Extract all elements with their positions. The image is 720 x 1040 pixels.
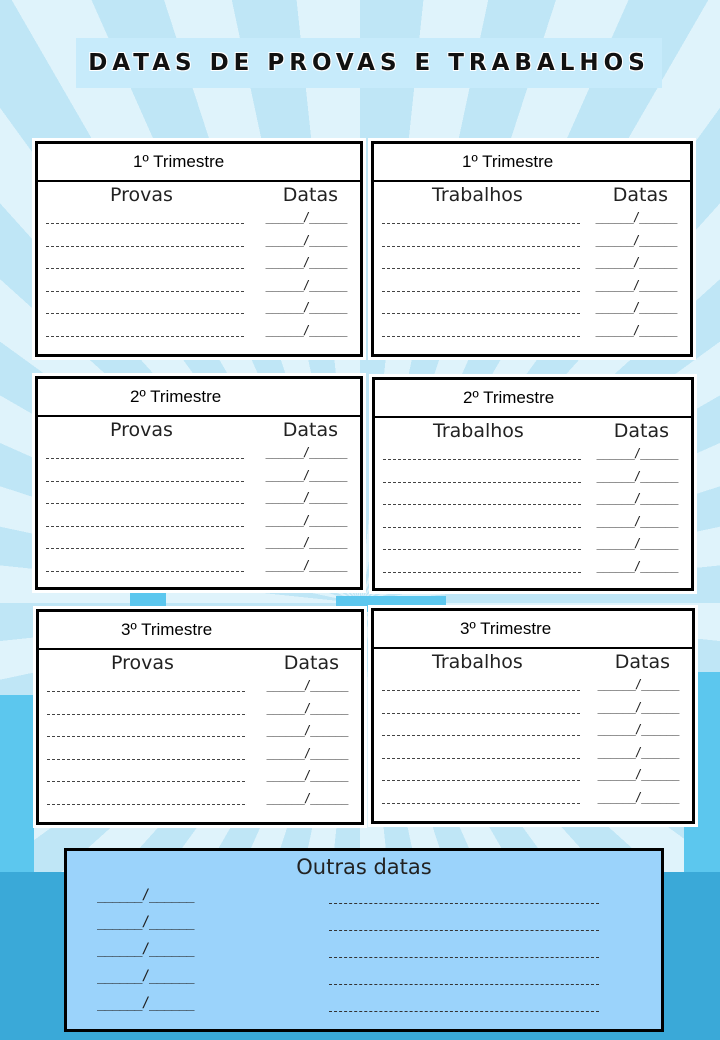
other-entry-line[interactable] (329, 903, 599, 904)
date-blank[interactable]: ______/______ (265, 445, 347, 459)
entry-row[interactable] (39, 678, 361, 701)
entry-row[interactable] (374, 210, 690, 233)
card-header (38, 144, 360, 182)
column-left-label: Trabalhos (432, 184, 523, 206)
entry-blank-line[interactable] (46, 223, 244, 224)
entry-blank-line[interactable] (47, 804, 245, 805)
column-right-label: Datas (614, 651, 670, 673)
other-dates-title: Outras datas (296, 855, 432, 879)
entry-row[interactable] (374, 255, 690, 278)
entry-row[interactable] (38, 513, 360, 536)
date-blank[interactable]: ______/______ (595, 210, 677, 224)
date-blank[interactable]: ______/______ (265, 255, 347, 269)
date-blank[interactable]: ______/______ (597, 699, 679, 714)
other-date-row[interactable] (97, 914, 607, 940)
entry-row[interactable] (39, 701, 361, 724)
other-entry-line[interactable] (329, 984, 599, 985)
other-entry-line[interactable] (329, 957, 599, 958)
other-dates-box (64, 848, 664, 1032)
entry-blank-line[interactable] (47, 781, 245, 782)
other-entry-line[interactable] (329, 1011, 599, 1012)
column-left-label: Trabalhos (433, 420, 524, 442)
other-date-row[interactable] (97, 941, 607, 967)
entry-row[interactable] (38, 535, 360, 558)
card-t3-trabalhos (371, 608, 695, 824)
column-headers (39, 650, 361, 678)
date-blank[interactable]: ______/______ (265, 557, 347, 572)
card-t2-provas (35, 376, 363, 590)
date-blank[interactable]: ______/______ (597, 789, 679, 804)
card-t1-provas (35, 141, 363, 357)
date-blank[interactable]: ______/______ (595, 300, 677, 314)
date-blank[interactable]: ______/______ (265, 490, 347, 504)
entry-row[interactable] (38, 233, 360, 256)
column-right-label: Datas (283, 652, 339, 674)
date-blank[interactable]: ______/______ (265, 467, 347, 482)
date-blank[interactable]: ______/______ (265, 535, 347, 549)
entry-blank-line[interactable] (382, 803, 580, 804)
entry-blank-line[interactable] (382, 313, 580, 314)
entry-row[interactable] (38, 490, 360, 513)
date-blank[interactable]: ______/______ (595, 255, 677, 269)
entry-row[interactable] (38, 300, 360, 323)
date-blank[interactable]: ______/______ (596, 468, 678, 483)
entry-blank-line[interactable] (383, 459, 581, 460)
trimestre-label: 2º Trimestre (130, 387, 222, 406)
trimestre-label: 3º Trimestre (121, 620, 213, 639)
other-date-blank[interactable]: ______/______ (97, 914, 194, 930)
column-right-label: Datas (282, 419, 338, 441)
column-right-label: Datas (613, 420, 669, 442)
date-blank[interactable]: ______/______ (266, 678, 348, 692)
entry-blank-line[interactable] (46, 571, 244, 572)
entry-blank-line[interactable] (382, 291, 580, 292)
date-blank[interactable]: ______/______ (596, 513, 678, 528)
entry-row[interactable] (374, 700, 692, 723)
entry-blank-line[interactable] (46, 526, 244, 527)
trimestre-label: 1º Trimestre (133, 152, 225, 171)
entry-row[interactable] (38, 468, 360, 491)
entry-blank-line[interactable] (46, 503, 244, 504)
entry-row[interactable] (374, 677, 692, 700)
entry-blank-line[interactable] (46, 336, 244, 337)
other-date-blank[interactable]: ______/______ (97, 995, 194, 1011)
entry-blank-line[interactable] (382, 336, 580, 337)
date-blank[interactable]: ______/______ (597, 722, 679, 736)
column-headers (374, 182, 690, 210)
entry-blank-line[interactable] (46, 481, 244, 482)
entry-blank-line[interactable] (47, 759, 245, 760)
card-t2-trabalhos (372, 377, 694, 591)
date-blank[interactable]: ______/______ (597, 677, 679, 691)
date-blank[interactable]: ______/______ (596, 491, 678, 505)
card-header (374, 611, 692, 649)
entry-row[interactable] (38, 255, 360, 278)
entry-row[interactable] (375, 536, 691, 559)
column-headers (38, 182, 360, 210)
entry-blank-line[interactable] (46, 268, 244, 269)
entry-blank-line[interactable] (382, 713, 580, 714)
column-left-label: Trabalhos (432, 651, 523, 673)
card-header (374, 144, 690, 182)
other-date-blank[interactable]: ______/______ (97, 941, 194, 957)
entry-blank-line[interactable] (46, 548, 244, 549)
entry-blank-line[interactable] (382, 268, 580, 269)
entry-row[interactable] (38, 278, 360, 301)
entry-row[interactable] (39, 723, 361, 746)
entry-blank-line[interactable] (382, 780, 580, 781)
other-date-row[interactable] (97, 887, 607, 913)
entry-blank-line[interactable] (47, 691, 245, 692)
date-blank[interactable]: ______/______ (265, 512, 347, 527)
entry-row[interactable] (374, 233, 690, 256)
entry-row[interactable] (375, 491, 691, 514)
trimestre-label: 1º Trimestre (462, 152, 554, 171)
entry-row[interactable] (38, 323, 360, 346)
date-blank[interactable]: ______/______ (266, 723, 348, 737)
column-headers (375, 418, 691, 446)
other-date-blank[interactable]: ______/______ (97, 887, 194, 903)
date-blank[interactable]: ______/______ (595, 232, 677, 247)
date-blank[interactable]: ______/______ (596, 536, 678, 550)
trimestre-label: 2º Trimestre (463, 388, 555, 407)
entry-blank-line[interactable] (383, 527, 581, 528)
card-t1-trabalhos (371, 141, 693, 357)
entry-blank-line[interactable] (46, 458, 244, 459)
trimestre-label: 3º Trimestre (460, 619, 552, 638)
other-entry-line[interactable] (329, 930, 599, 931)
date-blank[interactable]: ______/______ (265, 210, 347, 224)
entry-blank-line[interactable] (46, 246, 244, 247)
date-blank[interactable]: ______/______ (265, 300, 347, 314)
entry-blank-line[interactable] (382, 223, 580, 224)
entry-row[interactable] (375, 446, 691, 469)
date-blank[interactable]: ______/______ (265, 322, 347, 337)
column-right-label: Datas (282, 184, 338, 206)
entry-row[interactable] (374, 767, 692, 790)
entry-blank-line[interactable] (383, 504, 581, 505)
title-banner (76, 38, 662, 88)
entry-row[interactable] (38, 210, 360, 233)
column-right-label: Datas (612, 184, 668, 206)
entry-blank-line[interactable] (383, 482, 581, 483)
column-left-label: Provas (110, 184, 173, 206)
date-blank[interactable]: ______/______ (595, 322, 677, 337)
column-headers (38, 417, 360, 445)
entry-row[interactable] (374, 300, 690, 323)
date-blank[interactable]: ______/______ (266, 768, 348, 782)
entry-row[interactable] (374, 278, 690, 301)
date-blank[interactable]: ______/______ (265, 232, 347, 247)
date-blank[interactable]: ______/______ (596, 558, 678, 573)
entry-row[interactable] (375, 514, 691, 537)
entry-blank-line[interactable] (382, 735, 580, 736)
other-date-blank[interactable]: ______/______ (97, 968, 194, 984)
entry-blank-line[interactable] (47, 714, 245, 715)
entry-blank-line[interactable] (382, 690, 580, 691)
date-blank[interactable]: ______/______ (597, 744, 679, 759)
date-blank[interactable]: ______/______ (597, 767, 679, 781)
card-t3-provas (36, 609, 364, 825)
date-blank[interactable]: ______/______ (266, 790, 348, 805)
entry-blank-line[interactable] (383, 549, 581, 550)
entry-row[interactable] (375, 469, 691, 492)
date-blank[interactable]: ______/______ (265, 277, 347, 292)
entry-blank-line[interactable] (46, 313, 244, 314)
entry-row[interactable] (38, 558, 360, 581)
entry-blank-line[interactable] (46, 291, 244, 292)
date-blank[interactable]: ______/______ (266, 700, 348, 715)
date-blank[interactable]: ______/______ (266, 745, 348, 760)
card-header (39, 612, 361, 650)
date-blank[interactable]: ______/______ (596, 446, 678, 460)
entry-row[interactable] (39, 791, 361, 814)
other-date-row[interactable] (97, 968, 607, 994)
card-header (38, 379, 360, 417)
entry-row[interactable] (39, 768, 361, 791)
column-left-label: Provas (111, 652, 174, 674)
date-blank[interactable]: ______/______ (595, 277, 677, 292)
entry-row[interactable] (374, 722, 692, 745)
entry-blank-line[interactable] (47, 736, 245, 737)
entry-row[interactable] (374, 323, 690, 346)
column-headers (374, 649, 692, 677)
page-title: DATAS DE PROVAS E TRABALHOS (88, 50, 650, 76)
entry-row[interactable] (39, 746, 361, 769)
entry-row[interactable] (374, 745, 692, 768)
column-left-label: Provas (110, 419, 173, 441)
other-date-row[interactable] (97, 995, 607, 1021)
entry-blank-line[interactable] (382, 758, 580, 759)
entry-row[interactable] (375, 559, 691, 582)
entry-blank-line[interactable] (383, 572, 581, 573)
entry-row[interactable] (374, 790, 692, 813)
card-header (375, 380, 691, 418)
entry-blank-line[interactable] (382, 246, 580, 247)
entry-row[interactable] (38, 445, 360, 468)
